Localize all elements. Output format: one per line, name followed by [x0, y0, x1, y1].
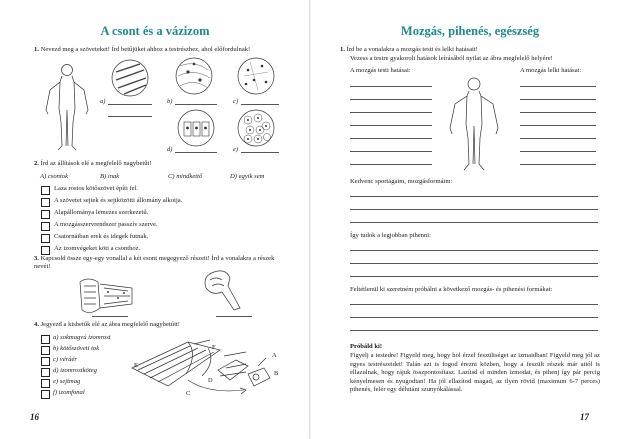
- favourite-line-1[interactable]: [350, 196, 598, 197]
- fig-letter-c: C: [186, 390, 191, 397]
- fig-letter-f: F: [212, 344, 216, 351]
- try-out-label: Feltétlenül ki szeretném próbálni a következő mozgás- és pihenési formákat:: [350, 286, 553, 293]
- left-q4-text: Jegyezd a kisbetűk elé az ábra megfelelő nagybetűit!: [40, 321, 180, 328]
- q4-answer-box-e[interactable]: [41, 379, 50, 388]
- q2-option-c: C) mindkettő: [168, 173, 203, 180]
- fig-letter-b: B: [274, 370, 279, 377]
- left-q3: [34, 255, 286, 272]
- q2-item-5: Csatornáiban erek és idegek futnak.: [54, 233, 149, 240]
- answer-line-d[interactable]: [175, 152, 217, 153]
- mental-line-4[interactable]: [520, 125, 596, 126]
- left-page-title: A csont és a vázizom: [100, 24, 210, 38]
- q4-item-e: e) sejtmag: [53, 378, 81, 385]
- answer-line-a2[interactable]: [108, 116, 152, 117]
- favourite-line-3[interactable]: [350, 222, 598, 223]
- mental-line-2[interactable]: [520, 99, 596, 100]
- q2-item-3: Alapállománya lemezes szerkezetű.: [54, 209, 149, 216]
- q4-item-d: d) izomrostköteg: [53, 367, 97, 374]
- physical-line-7[interactable]: [350, 164, 432, 165]
- tissue-label-c: c): [233, 98, 238, 105]
- physical-line-6[interactable]: [350, 151, 432, 152]
- left-q2-number: 2.: [34, 160, 39, 167]
- left-q4: [34, 321, 294, 329]
- right-page: [310, 0, 620, 439]
- try-line-1[interactable]: [350, 304, 598, 305]
- answer-line-c[interactable]: [241, 104, 279, 105]
- physical-line-5[interactable]: [350, 138, 432, 139]
- rest-line-3[interactable]: [350, 276, 598, 277]
- mental-line-3[interactable]: [520, 112, 596, 113]
- q4-answer-box-b[interactable]: [41, 346, 50, 355]
- favourite-line-2[interactable]: [350, 209, 598, 210]
- rest-line-2[interactable]: [350, 263, 598, 264]
- tip-text: Figyelj a testedre! Figyeld meg, hogy hol érzel feszültséget az izmaidban! Figyeld meg jól az egyes testrészeidet! Talán azt is fogod érezni közben, hogy a feszült részek már attól is ellazulnak, hogy rájuk összpontosítasz. Lazítsd el minden izmodat, és pihenj így pár percig kényelmesen és nyugodtan! Ha jól ellazítod magad, az ilyen rövid (maximum 6-7 perces) pihenés, felér egy délutáni szunyókálással.: [350, 352, 600, 394]
- right-page-title: Mozgás, pihenés, egészség: [400, 24, 540, 38]
- q4-item-f: f) izomfonal: [53, 389, 85, 396]
- q4-item-a: a) sokmagvú izomrost: [53, 334, 111, 341]
- physical-line-4[interactable]: [350, 125, 432, 126]
- left-page-number: 16: [30, 412, 39, 422]
- right-q1-sub: Vezess a testre gyakorolt hatások leírásából nyilat az ábra megfelelő helyére!: [350, 55, 553, 62]
- tissue-label-d: d): [167, 146, 173, 153]
- answer-line-e[interactable]: [241, 152, 279, 153]
- fig-letter-a: A: [272, 352, 277, 359]
- right-q1-number: 1.: [340, 46, 345, 53]
- q4-answer-box-d[interactable]: [41, 368, 50, 377]
- try-line-2[interactable]: [350, 317, 598, 318]
- q3-answer-line-2[interactable]: [216, 316, 252, 317]
- q4-answer-box-f[interactable]: [41, 390, 50, 399]
- q2-answer-box-2[interactable]: [41, 198, 50, 207]
- left-q2-text: Írd az állítások elé a megfelelő nagybetűt!: [40, 160, 152, 167]
- right-page-number: 17: [580, 412, 589, 422]
- fig-letter-d: D: [208, 377, 213, 384]
- human-figure-right: [444, 76, 504, 172]
- answer-line-a[interactable]: [108, 104, 152, 105]
- left-q4-number: 4.: [34, 321, 39, 328]
- human-figure-left: [42, 62, 92, 152]
- left-q3-number: 3.: [34, 255, 39, 262]
- mental-effects-heading: A mozgás lelki hatásai:: [520, 67, 582, 74]
- tissue-label-e: e): [233, 146, 238, 153]
- muscle-structure-figure: [128, 334, 278, 400]
- rest-line-1[interactable]: [350, 250, 598, 251]
- q2-answer-box-3[interactable]: [41, 210, 50, 219]
- left-q3-text: Kapcsold össze egy-egy vonallal a két esont megegyező részeit! Írd a vonalakra a részek nevét!: [34, 255, 275, 271]
- tissue-circle-b: [174, 56, 214, 96]
- q4-item-c: c) véráér: [53, 356, 77, 363]
- left-q2: [34, 160, 294, 168]
- q2-option-a: A) csontok: [40, 173, 69, 180]
- tissue-label-b: b): [167, 98, 173, 105]
- q3-answer-line-1[interactable]: [92, 316, 128, 317]
- tissue-circle-a: [110, 58, 150, 98]
- q2-item-2: A szövetet sejtek és sejtközötti állomány alkotja.: [54, 197, 183, 204]
- tip-title: Próbáld ki!: [350, 343, 383, 350]
- favourite-sports-label: Kedvenc sportágaim, mozgásformáim:: [350, 178, 453, 185]
- q2-item-6: Az izomvégeket köti a csonthoz.: [54, 245, 141, 252]
- q2-item-4: A mozgásszervrendszer passzív szerve.: [54, 221, 158, 228]
- physical-line-1[interactable]: [350, 86, 432, 87]
- left-q1-number: 1.: [34, 46, 39, 53]
- physical-line-2[interactable]: [350, 99, 432, 100]
- q2-option-b: B) inak: [100, 173, 120, 180]
- try-line-3[interactable]: [350, 330, 598, 331]
- q2-answer-box-4[interactable]: [41, 222, 50, 231]
- mental-line-5[interactable]: [520, 138, 596, 139]
- q2-item-1: Laza rostos kötőszövet építi fel.: [54, 185, 139, 192]
- q2-answer-box-5[interactable]: [41, 234, 50, 243]
- q2-answer-box-6[interactable]: [41, 246, 50, 255]
- q2-answer-box-1[interactable]: [41, 186, 50, 195]
- q4-item-b: b) kötőszöveti tok: [53, 345, 100, 352]
- left-q1-text: Nevezd meg a szöveteket! Írd betűjüket ahhoz a testrészhez, ahol előfordulnak!: [40, 46, 251, 53]
- physical-effects-heading: A mozgás testi hatásai:: [350, 67, 411, 74]
- fig-letter-e: E: [134, 362, 138, 369]
- tissue-circle-d: [176, 108, 216, 148]
- bone-cross-section-figure: [78, 276, 138, 318]
- bone-end-figure: [200, 268, 246, 312]
- answer-line-b[interactable]: [175, 104, 217, 105]
- left-q1: [34, 46, 294, 54]
- mental-line-1[interactable]: [520, 86, 596, 87]
- right-q1: [340, 46, 602, 54]
- tissue-circle-c: [236, 56, 276, 96]
- q4-answer-box-c[interactable]: [41, 357, 50, 366]
- physical-line-3[interactable]: [350, 112, 432, 113]
- right-q1-text: Írd be a vonalakra a mozgás testi és lelki hatásait!: [346, 46, 478, 53]
- q2-option-d: D) egyik sem: [230, 173, 265, 180]
- q4-answer-box-a[interactable]: [41, 335, 50, 344]
- mental-line-7[interactable]: [520, 164, 596, 165]
- tissue-label-a: a): [100, 98, 106, 105]
- mental-line-6[interactable]: [520, 151, 596, 152]
- tissue-circle-e: [236, 108, 276, 148]
- rest-label: Így tudok a legjobban pihenni:: [350, 232, 431, 239]
